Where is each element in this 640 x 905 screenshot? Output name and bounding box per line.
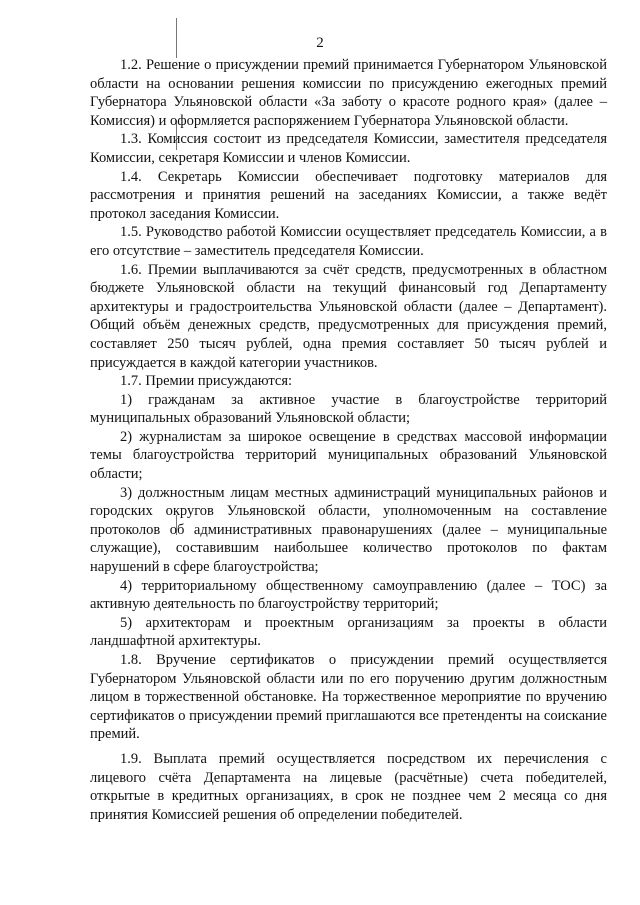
- list-item-5: 5) архитекторам и проектным организациям за проекты в области ландшафтной архитектуры.: [90, 614, 607, 650]
- paragraph-1-3: 1.3. Комиссия состоит из председателя Комиссии, заместителя председателя Комиссии, секретаря Комиссии и членов Комиссии.: [90, 131, 607, 166]
- document-body: [90, 56, 607, 824]
- list-item-1: 1) гражданам за активное участие в благоустройстве территорий муниципальных образований Ульяновской области;: [90, 391, 607, 427]
- paragraph-1-4: 1.4. Секретарь Комиссии обеспечивает подготовку материалов для рассмотрения и принятия решений на заседаниях Комиссии, а также ведёт протокол заседания Комиссии.: [90, 168, 607, 222]
- paragraph-1-2: 1.2. Решение о присуждении премий принимается Губернатором Ульяновской области на основании решения комиссии по присуждению ежегодных премий Губернатора Ульяновской области «За заботу о красоте родного края» (далее – Комиссия) и оформляется распоряжением Губернатора Ульяновской области.: [90, 57, 607, 129]
- paragraph-1-5: 1.5. Руководство работой Комиссии осуществляет председатель Комиссии, а в его отсутствие – заместитель председателя Комиссии.: [90, 224, 607, 259]
- paragraph-1-9: 1.9. Выплата премий осуществляется посредством их перечисления с лицевого счёта Департамента на лицевые (расчётные) счета победителей, открытые в кредитных организациях, в срок не позднее чем 2 месяца со дня принятия Комиссией решения об определении победителей.: [90, 750, 607, 823]
- list-item-4: 4) территориальному общественному самоуправлению (далее – ТОС) за активную деятельность по благоустройству территорий;: [90, 577, 607, 613]
- list-item-2: 2) журналистам за широкое освещение в средствах массовой информации темы благоустройства территорий муниципальных образований Ульяновской области;: [90, 428, 607, 483]
- paragraph-1-8: 1.8. Вручение сертификатов о присуждении премий осуществляется Губернатором Ульяновской области или по его поручению другим должностным лицом в торжественной обстановке. На торжественное мероприятие по вручению сертификатов о присуждении премий приглашаются все претенденты на соискание премий.: [90, 652, 607, 743]
- page-number: 2: [316, 35, 324, 51]
- paragraph-1-6: 1.6. Премии выплачиваются за счёт средств, предусмотренных в областном бюджете Ульяновской области на текущий финансовый год Департаменту архитектуры и градостроительства Ульяновской области (далее – Департамент). Общий объём денежных средств, предусмотренных для присуждения премий, составляет 250 тысяч рублей, одна премия составляет 50 тысяч рублей и присуждается в каждой категории участников.: [90, 261, 607, 371]
- list-item-3: 3) должностным лицам местных администраций муниципальных районов и городских округов Ульяновской области, уполномоченным на составление протоколов об административных правонарушениях (далее – муниципальные служащие), составившим наибольшее количество протоколов по фактам нарушений в сфере благоустройства;: [90, 484, 607, 576]
- paragraph-1-7: 1.7. Премии присуждаются:: [120, 373, 293, 390]
